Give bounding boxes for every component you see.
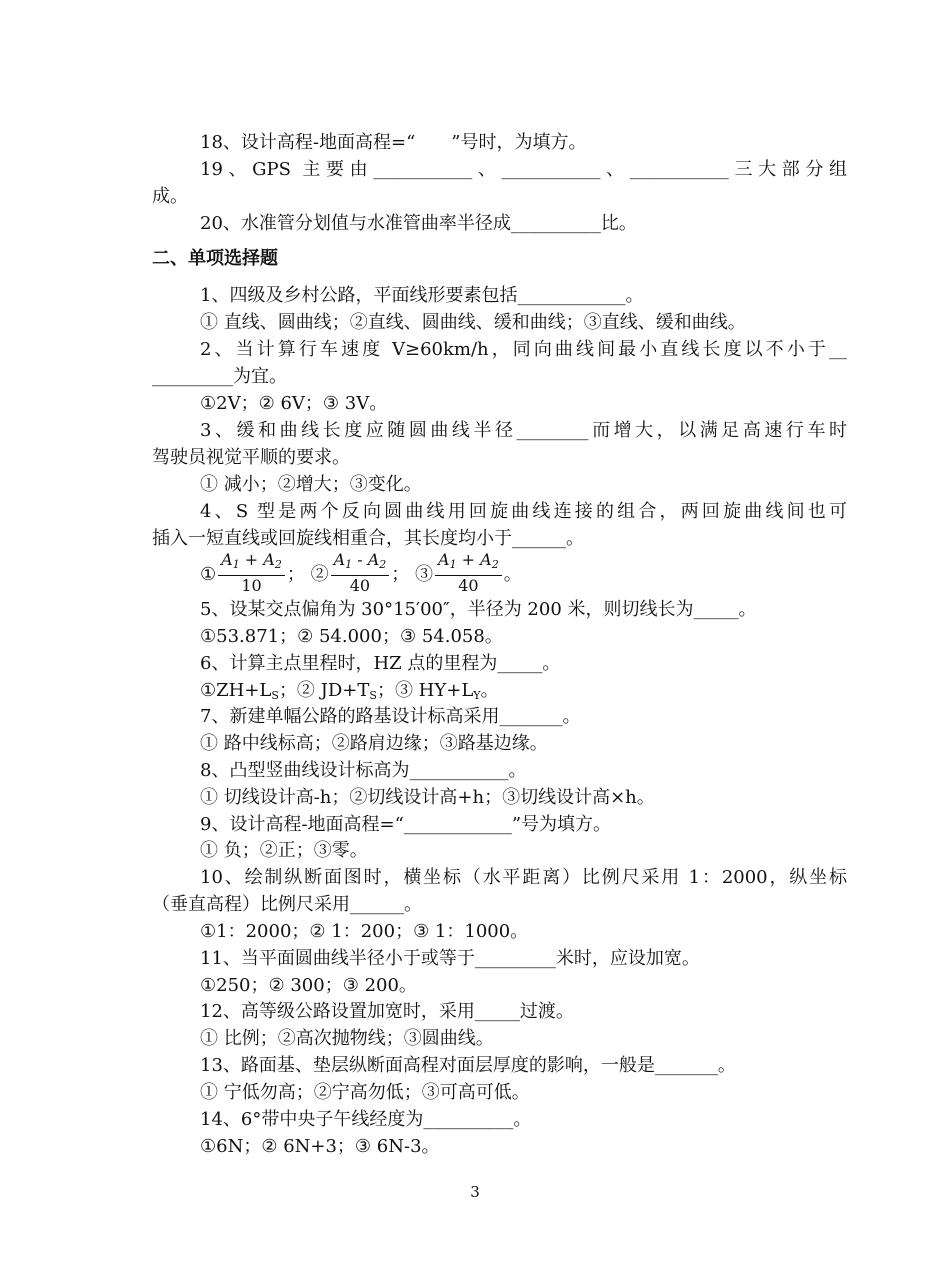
question-7: 7、新建单幅公路的路基设计标高采用_______。 — [200, 706, 581, 727]
question-2: 2、当计算行车速度 V≥60km/h，同向曲线间最小直线长度以不小于__ — [200, 339, 847, 360]
question-1-options: ① 直线、圆曲线；②直线、圆曲线、缓和曲线；③直线、缓和曲线。 — [200, 312, 746, 333]
question-6: 6、计算主点里程时，HZ 点的里程为_____。 — [200, 653, 561, 674]
fraction-2: $\frac{A_1 - A_2}{40}$ — [331, 550, 390, 596]
fraction-3: $\frac{A_1 + A_2}{40}$ — [435, 550, 502, 596]
question-19-continued: 成。 — [152, 186, 188, 207]
option-marker-3: ③ — [415, 564, 434, 585]
question-20: 20、水准管分划值与水准管曲率半径成__________比。 — [200, 213, 637, 234]
question-3-continued: 驾驶员视觉平顺的要求。 — [152, 447, 350, 468]
question-19: 19、GPS 主要由___________、___________、___________三大部分组 — [200, 159, 847, 180]
option-marker-2: ② — [310, 564, 329, 585]
question-3-options: ① 减小；②增大；③变化。 — [200, 474, 422, 495]
question-11: 11、当平面圆曲线半径小于或等于_________米时，应设加宽。 — [200, 948, 700, 969]
question-11-options: ①250；② 300；③ 200。 — [200, 975, 417, 996]
question-12-options: ① 比例；②高次抛物线；③圆曲线。 — [200, 1028, 494, 1049]
question-10-continued: （垂直高程）比例尺采用______。 — [152, 894, 422, 915]
question-6-options: $①ZH+L_S$；② $JD+T_S$；③ $HY+L_Y$。 — [200, 680, 499, 702]
question-2-options: ①2V；② 6V；③ 3V。 — [200, 393, 388, 414]
question-4-options: ① $\frac{A_1 + A_2}{10}$ ； ② $\frac{A_1 - A_2}{40}$ ； ③ $\frac{A_1 + A_2}{40}$ 。 — [200, 550, 522, 595]
question-5: 5、设某交点偏角为 30°15′00″，半径为 200 米，则切线长为_____。 — [200, 599, 757, 620]
question-8-options: ① 切线设计高-h；②切线设计高+h；③切线设计高×h。 — [200, 787, 655, 808]
question-3: 3、缓和曲线长度应随圆曲线半径________而增大，以满足高速行车时 — [200, 420, 847, 441]
option-marker-1: ① — [200, 564, 217, 585]
question-13-options: ① 宁低勿高；②宁高勿低；③可高可低。 — [200, 1082, 530, 1103]
question-14: 14、6°带中央子午线经度为__________。 — [200, 1109, 532, 1130]
question-1: 1、四级及乡村公路，平面线形要素包括____________。 — [200, 285, 644, 306]
question-18: 18、设计高程-地面高程=“ ”号时，为填方。 — [200, 132, 587, 153]
question-9-options: ① 负；②正；③零。 — [200, 840, 368, 861]
question-4: 4、S 型是两个反向圆曲线用回旋曲线连接的组合，两回旋曲线间也可 — [200, 501, 847, 522]
question-12: 12、高等级公路设置加宽时，采用_____过渡。 — [200, 1001, 574, 1022]
fraction-1: $\frac{A_1 + A_2}{10}$ — [218, 550, 285, 596]
question-14-options: ①6N；② 6N+3；③ 6N-3。 — [200, 1136, 440, 1157]
question-4-continued: 插入一短直线或回旋线相重合，其长度均小于______。 — [152, 528, 584, 549]
question-8: 8、凸型竖曲线设计标高为___________。 — [200, 760, 527, 781]
question-10-options: ①1：2000；② 1：200；③ 1：1000。 — [200, 921, 529, 942]
question-5-options: ①53.871；② 54.000；③ 54.058。 — [200, 626, 503, 647]
question-2-continued: _________为宜。 — [152, 366, 287, 387]
question-13: 13、路面基、垫层纵断面高程对面层厚度的影响，一般是_______。 — [200, 1055, 736, 1076]
question-7-options: ① 路中线标高；②路肩边缘；③路基边缘。 — [200, 733, 548, 754]
page-number: 3 — [470, 1183, 480, 1201]
question-9: 9、设计高程-地面高程=“____________”号为填方。 — [200, 814, 612, 835]
question-10: 10、绘制纵断面图时，横坐标（水平距离）比例尺采用 1：2000，纵坐标 — [200, 867, 847, 888]
section-title: 二、单项选择题 — [152, 248, 278, 269]
